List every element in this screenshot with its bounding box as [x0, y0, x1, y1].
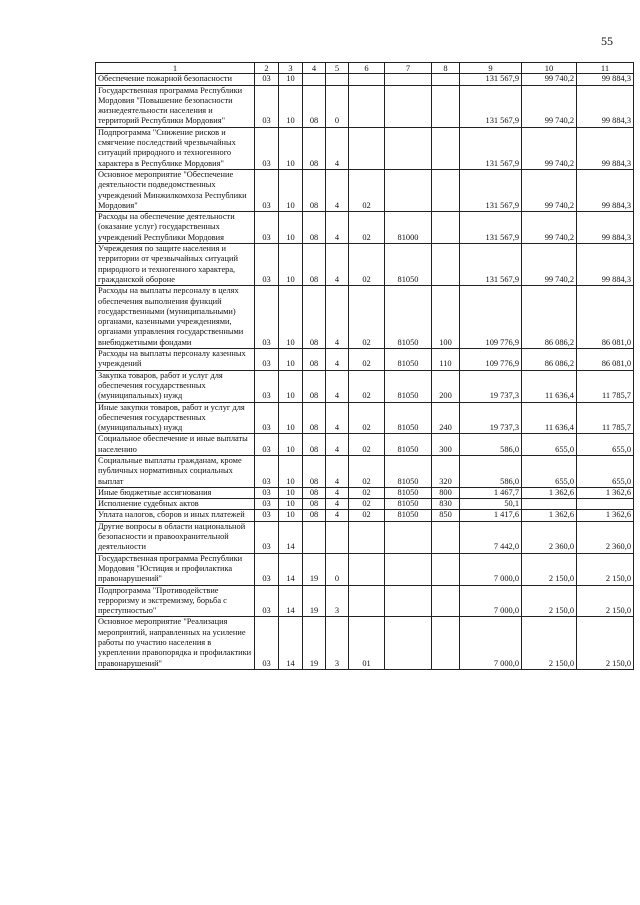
row-name-cell: Государственная программа Республики Мордовия "Повышение безопасности жизнедеятельности населения и территорий Республики Мордовия": [96, 85, 255, 127]
subprogram-code-cell: 4: [326, 286, 349, 349]
section-code-cell: 03: [255, 585, 279, 617]
program-code-cell: 19: [303, 585, 326, 617]
section-code-cell: 03: [255, 510, 279, 521]
subprogram-code-cell: 0: [326, 85, 349, 127]
direction-code-cell: 81050: [385, 244, 432, 286]
row-name-cell: Учреждения по защите населения и территории от чрезвычайных ситуаций природного и техногенного характера, гражданской обороне: [96, 244, 255, 286]
program-code-cell: 19: [303, 553, 326, 585]
subsection-code-cell: 14: [279, 521, 303, 553]
direction-code-cell: [385, 74, 432, 85]
subprogram-code-cell: 3: [326, 585, 349, 617]
subsection-code-cell: 10: [279, 169, 303, 211]
subsection-code-cell: 14: [279, 553, 303, 585]
expense-type-cell: [432, 244, 460, 286]
amount-col9-cell: 586,0: [460, 434, 522, 456]
program-code-cell: 08: [303, 349, 326, 371]
subprogram-code-cell: [326, 521, 349, 553]
subprogram-code-cell: 4: [326, 349, 349, 371]
section-code-cell: 03: [255, 402, 279, 434]
amount-col10-cell: 655,0: [522, 455, 577, 487]
subsection-code-cell: 10: [279, 434, 303, 456]
direction-code-cell: 81000: [385, 212, 432, 244]
section-code-cell: 03: [255, 553, 279, 585]
direction-code-cell: 81050: [385, 487, 432, 498]
section-code-cell: 03: [255, 244, 279, 286]
amount-col9-cell: 7 000,0: [460, 617, 522, 669]
column-header: 4: [303, 63, 326, 74]
subsection-code-cell: 10: [279, 212, 303, 244]
table-row: [96, 169, 634, 211]
direction-code-cell: [385, 617, 432, 669]
section-code-cell: 03: [255, 286, 279, 349]
section-code-cell: 03: [255, 499, 279, 510]
row-name-cell: Подпрограмма "Снижение рисков и смягчение последствий чрезвычайных ситуаций природного и техногенного характера в Республике Мордовия": [96, 127, 255, 169]
expense-type-cell: 320: [432, 455, 460, 487]
row-name-cell: Расходы на обеспечение деятельности (оказание услуг) государственных учреждений Республики Мордовия: [96, 212, 255, 244]
amount-col11-cell: 11 785,7: [577, 402, 634, 434]
subsection-code-cell: 10: [279, 244, 303, 286]
amount-col10-cell: 86 086,2: [522, 286, 577, 349]
amount-col11-cell: 655,0: [577, 455, 634, 487]
amount-col10-cell: 11 636,4: [522, 402, 577, 434]
table-row: [96, 212, 634, 244]
table-row: [96, 455, 634, 487]
program-code-cell: 08: [303, 286, 326, 349]
subsection-code-cell: 10: [279, 85, 303, 127]
column-header: 1: [96, 63, 255, 74]
program-code-cell: [303, 521, 326, 553]
subsection-code-cell: 10: [279, 510, 303, 521]
subprogram-code-cell: 4: [326, 434, 349, 456]
activity-code-cell: 02: [349, 370, 385, 402]
column-header: 10: [522, 63, 577, 74]
table-row: [96, 74, 634, 85]
page-number: 55: [601, 34, 613, 48]
table-row: [96, 402, 634, 434]
column-header: 5: [326, 63, 349, 74]
amount-col10-cell: 99 740,2: [522, 212, 577, 244]
program-code-cell: 08: [303, 402, 326, 434]
amount-col9-cell: 109 776,9: [460, 349, 522, 371]
amount-col11-cell: 99 884,3: [577, 85, 634, 127]
table-row: [96, 127, 634, 169]
column-header: 11: [577, 63, 634, 74]
subsection-code-cell: 10: [279, 349, 303, 371]
program-code-cell: 19: [303, 617, 326, 669]
subprogram-code-cell: 4: [326, 169, 349, 211]
direction-code-cell: 81050: [385, 370, 432, 402]
amount-col11-cell: 2 150,0: [577, 553, 634, 585]
subsection-code-cell: 10: [279, 127, 303, 169]
expense-type-cell: 830: [432, 499, 460, 510]
amount-col11-cell: 86 081,0: [577, 286, 634, 349]
amount-col9-cell: 1 417,6: [460, 510, 522, 521]
amount-col10-cell: 1 362,6: [522, 487, 577, 498]
expense-type-cell: [432, 85, 460, 127]
amount-col10-cell: 99 740,2: [522, 85, 577, 127]
subsection-code-cell: 14: [279, 585, 303, 617]
expense-type-cell: [432, 212, 460, 244]
table-row: [96, 370, 634, 402]
amount-col10-cell: 99 740,2: [522, 244, 577, 286]
section-code-cell: 03: [255, 349, 279, 371]
amount-col9-cell: 131 567,9: [460, 244, 522, 286]
direction-code-cell: [385, 585, 432, 617]
budget-table: [95, 62, 634, 670]
section-code-cell: 03: [255, 521, 279, 553]
row-name-cell: Иные закупки товаров, работ и услуг для обеспечения государственных (муниципальных) нужд: [96, 402, 255, 434]
program-code-cell: 08: [303, 244, 326, 286]
row-name-cell: Расходы на выплаты персоналу в целях обеспечения выполнения функций государственными (муниципальными) органами, казенными учреждениями, органами управления государственными внебюджетными фондами: [96, 286, 255, 349]
direction-code-cell: 81050: [385, 510, 432, 521]
activity-code-cell: [349, 553, 385, 585]
amount-col10-cell: 99 740,2: [522, 127, 577, 169]
program-code-cell: 08: [303, 510, 326, 521]
subsection-code-cell: 10: [279, 487, 303, 498]
subsection-code-cell: 10: [279, 74, 303, 85]
expense-type-cell: [432, 585, 460, 617]
subprogram-code-cell: 3: [326, 617, 349, 669]
row-name-cell: Основное мероприятие "Реализация мероприятий, направленных на усиление работы по участию населения в укреплении правопорядка и профилактики правонарушений": [96, 617, 255, 669]
activity-code-cell: [349, 74, 385, 85]
amount-col9-cell: 131 567,9: [460, 212, 522, 244]
amount-col10-cell: 2 150,0: [522, 617, 577, 669]
amount-col11-cell: 86 081,0: [577, 349, 634, 371]
program-code-cell: [303, 74, 326, 85]
amount-col9-cell: 50,1: [460, 499, 522, 510]
section-code-cell: 03: [255, 434, 279, 456]
subprogram-code-cell: 4: [326, 370, 349, 402]
program-code-cell: 08: [303, 127, 326, 169]
expense-type-cell: 200: [432, 370, 460, 402]
program-code-cell: 08: [303, 212, 326, 244]
expense-type-cell: [432, 74, 460, 85]
activity-code-cell: 01: [349, 617, 385, 669]
direction-code-cell: 81050: [385, 402, 432, 434]
program-code-cell: 08: [303, 487, 326, 498]
amount-col9-cell: 131 567,9: [460, 85, 522, 127]
subsection-code-cell: 10: [279, 402, 303, 434]
activity-code-cell: 02: [349, 434, 385, 456]
subprogram-code-cell: 4: [326, 487, 349, 498]
amount-col11-cell: 2 150,0: [577, 617, 634, 669]
activity-code-cell: [349, 85, 385, 127]
expense-type-cell: [432, 521, 460, 553]
activity-code-cell: 02: [349, 455, 385, 487]
amount-col11-cell: 2 150,0: [577, 585, 634, 617]
table-row: [96, 286, 634, 349]
amount-col11-cell: 655,0: [577, 434, 634, 456]
row-name-cell: Другие вопросы в области национальной безопасности и правоохранительной деятельности: [96, 521, 255, 553]
direction-code-cell: 81050: [385, 499, 432, 510]
activity-code-cell: [349, 127, 385, 169]
expense-type-cell: 850: [432, 510, 460, 521]
table-row: [96, 521, 634, 553]
amount-col9-cell: 131 567,9: [460, 169, 522, 211]
expense-type-cell: [432, 617, 460, 669]
expense-type-cell: 240: [432, 402, 460, 434]
amount-col11-cell: 99 884,3: [577, 244, 634, 286]
table-row: [96, 85, 634, 127]
table-row: [96, 510, 634, 521]
expense-type-cell: [432, 127, 460, 169]
section-code-cell: 03: [255, 85, 279, 127]
column-header: 6: [349, 63, 385, 74]
activity-code-cell: 02: [349, 212, 385, 244]
activity-code-cell: [349, 585, 385, 617]
program-code-cell: 08: [303, 85, 326, 127]
amount-col11-cell: 99 884,3: [577, 127, 634, 169]
activity-code-cell: 02: [349, 244, 385, 286]
subsection-code-cell: 10: [279, 499, 303, 510]
subprogram-code-cell: 4: [326, 499, 349, 510]
table-header-row: [96, 63, 634, 74]
section-code-cell: 03: [255, 74, 279, 85]
column-header: 2: [255, 63, 279, 74]
direction-code-cell: [385, 127, 432, 169]
subprogram-code-cell: 4: [326, 455, 349, 487]
amount-col9-cell: 1 467,7: [460, 487, 522, 498]
table-row: [96, 434, 634, 456]
subsection-code-cell: 10: [279, 455, 303, 487]
amount-col11-cell: 1 362,6: [577, 510, 634, 521]
activity-code-cell: [349, 521, 385, 553]
direction-code-cell: 81050: [385, 349, 432, 371]
column-header: 7: [385, 63, 432, 74]
activity-code-cell: 02: [349, 487, 385, 498]
amount-col9-cell: 586,0: [460, 455, 522, 487]
amount-col10-cell: 11 636,4: [522, 370, 577, 402]
table-row: [96, 487, 634, 498]
section-code-cell: 03: [255, 487, 279, 498]
direction-code-cell: [385, 553, 432, 585]
program-code-cell: 08: [303, 434, 326, 456]
amount-col9-cell: 131 567,9: [460, 127, 522, 169]
activity-code-cell: 02: [349, 499, 385, 510]
amount-col10-cell: 1 362,6: [522, 510, 577, 521]
subprogram-code-cell: 4: [326, 510, 349, 521]
amount-col10-cell: 2 150,0: [522, 553, 577, 585]
activity-code-cell: 02: [349, 169, 385, 211]
section-code-cell: 03: [255, 455, 279, 487]
column-header: 8: [432, 63, 460, 74]
expense-type-cell: 100: [432, 286, 460, 349]
expense-type-cell: [432, 553, 460, 585]
amount-col11-cell: 11 785,7: [577, 370, 634, 402]
row-name-cell: Основное мероприятие "Обеспечение деятельности подведомственных учреждений Минжилкомхоза Республики Мордовия": [96, 169, 255, 211]
column-header: 9: [460, 63, 522, 74]
row-name-cell: Расходы на выплаты персоналу казенных учреждений: [96, 349, 255, 371]
direction-code-cell: 81050: [385, 455, 432, 487]
amount-col10-cell: 86 086,2: [522, 349, 577, 371]
subprogram-code-cell: 4: [326, 402, 349, 434]
row-name-cell: Исполнение судебных актов: [96, 499, 255, 510]
row-name-cell: Социальные выплаты гражданам, кроме публичных нормативных социальных выплат: [96, 455, 255, 487]
subprogram-code-cell: [326, 74, 349, 85]
activity-code-cell: 02: [349, 349, 385, 371]
direction-code-cell: [385, 85, 432, 127]
expense-type-cell: 800: [432, 487, 460, 498]
amount-col11-cell: 1 362,6: [577, 487, 634, 498]
table-row: [96, 349, 634, 371]
amount-col9-cell: 19 737,3: [460, 402, 522, 434]
program-code-cell: 08: [303, 499, 326, 510]
row-name-cell: Иные бюджетные ассигнования: [96, 487, 255, 498]
section-code-cell: 03: [255, 617, 279, 669]
section-code-cell: 03: [255, 370, 279, 402]
amount-col11-cell: 99 884,3: [577, 212, 634, 244]
section-code-cell: 03: [255, 169, 279, 211]
table-row: [96, 244, 634, 286]
column-header: 3: [279, 63, 303, 74]
amount-col10-cell: [522, 499, 577, 510]
activity-code-cell: 02: [349, 286, 385, 349]
expense-type-cell: 300: [432, 434, 460, 456]
direction-code-cell: [385, 169, 432, 211]
table-row: [96, 617, 634, 669]
row-name-cell: Закупка товаров, работ и услуг для обеспечения государственных (муниципальных) нужд: [96, 370, 255, 402]
row-name-cell: Подпрограмма "Противодействие терроризму и экстремизму, борьба с преступностью": [96, 585, 255, 617]
amount-col11-cell: 2 360,0: [577, 521, 634, 553]
amount-col10-cell: 99 740,2: [522, 74, 577, 85]
amount-col10-cell: 655,0: [522, 434, 577, 456]
amount-col11-cell: 99 884,3: [577, 169, 634, 211]
subprogram-code-cell: 4: [326, 244, 349, 286]
amount-col9-cell: 109 776,9: [460, 286, 522, 349]
amount-col10-cell: 99 740,2: [522, 169, 577, 211]
table-row: [96, 499, 634, 510]
program-code-cell: 08: [303, 455, 326, 487]
program-code-cell: 08: [303, 370, 326, 402]
expense-type-cell: [432, 169, 460, 211]
row-name-cell: Уплата налогов, сборов и иных платежей: [96, 510, 255, 521]
subprogram-code-cell: 4: [326, 212, 349, 244]
subsection-code-cell: 10: [279, 286, 303, 349]
direction-code-cell: [385, 521, 432, 553]
amount-col10-cell: 2 150,0: [522, 585, 577, 617]
row-name-cell: Социальное обеспечение и иные выплаты населению: [96, 434, 255, 456]
row-name-cell: Государственная программа Республики Мордовия "Юстиция и профилактика правонарушений": [96, 553, 255, 585]
amount-col9-cell: 19 737,3: [460, 370, 522, 402]
table-row: [96, 585, 634, 617]
subprogram-code-cell: 4: [326, 127, 349, 169]
activity-code-cell: 02: [349, 402, 385, 434]
program-code-cell: 08: [303, 169, 326, 211]
direction-code-cell: 81050: [385, 286, 432, 349]
amount-col10-cell: 2 360,0: [522, 521, 577, 553]
amount-col11-cell: [577, 499, 634, 510]
subsection-code-cell: 10: [279, 370, 303, 402]
expense-type-cell: 110: [432, 349, 460, 371]
direction-code-cell: 81050: [385, 434, 432, 456]
amount-col9-cell: 131 567,9: [460, 74, 522, 85]
table-row: [96, 553, 634, 585]
amount-col9-cell: 7 442,0: [460, 521, 522, 553]
amount-col9-cell: 7 000,0: [460, 553, 522, 585]
row-name-cell: Обеспечение пожарной безопасности: [96, 74, 255, 85]
amount-col9-cell: 7 000,0: [460, 585, 522, 617]
section-code-cell: 03: [255, 212, 279, 244]
subprogram-code-cell: 0: [326, 553, 349, 585]
activity-code-cell: 02: [349, 510, 385, 521]
section-code-cell: 03: [255, 127, 279, 169]
amount-col11-cell: 99 884,3: [577, 74, 634, 85]
subsection-code-cell: 14: [279, 617, 303, 669]
